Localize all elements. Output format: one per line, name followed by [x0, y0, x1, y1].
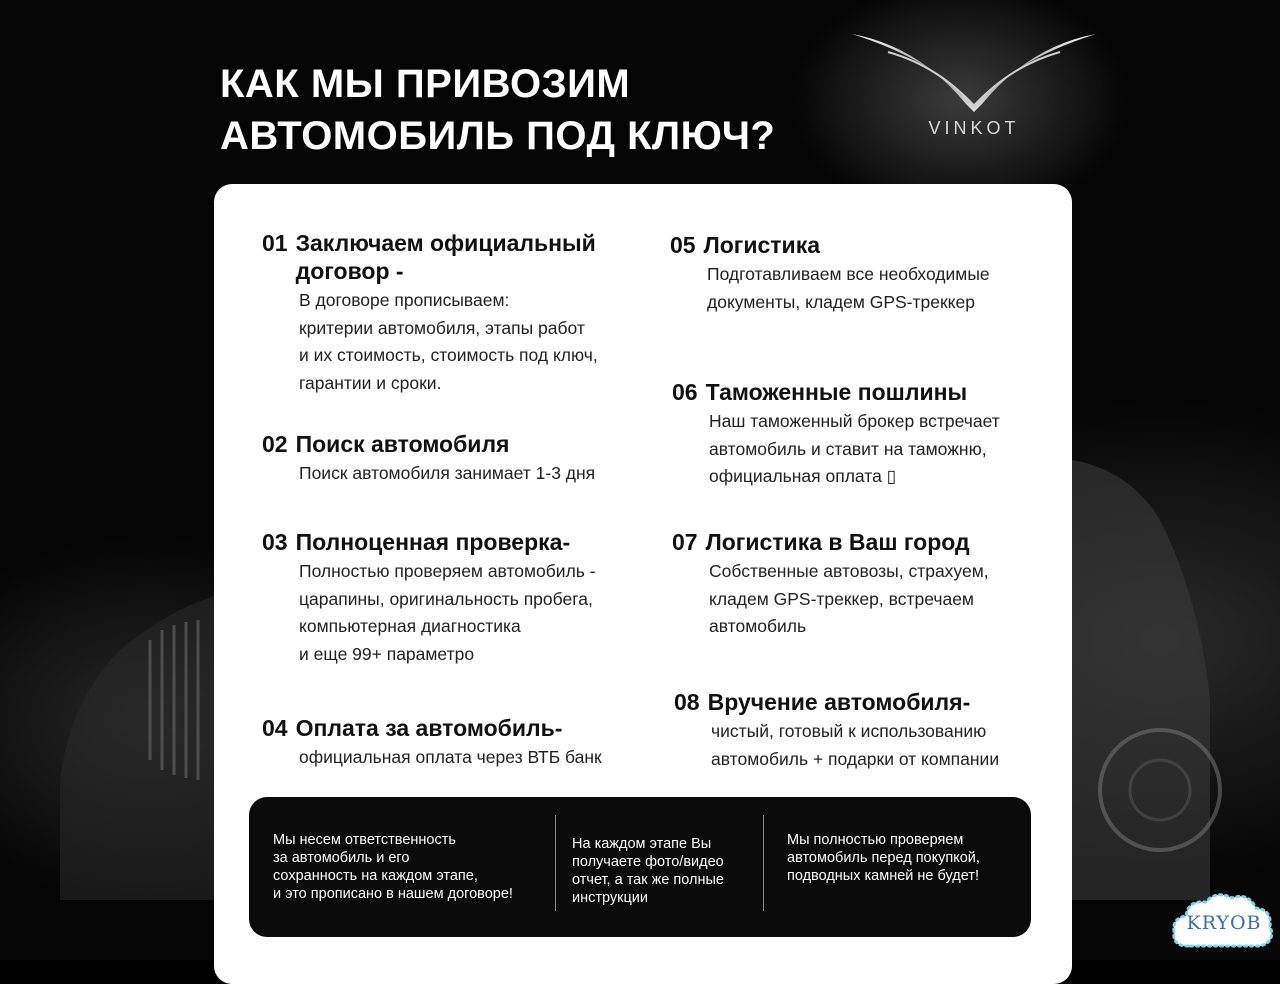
panel-divider	[555, 815, 556, 911]
step-description-line: царапины, оригинальность пробега,	[299, 588, 593, 609]
brand-name: VINKOT	[928, 118, 1020, 138]
step-description	[709, 558, 1072, 641]
step-title	[672, 528, 1072, 556]
watermark-text: KRYOB	[1186, 912, 1262, 934]
step-description-line: гарантии и сроки.	[299, 372, 442, 393]
step-description-line: Поиск автомобиля занимает 1-3 дня	[299, 463, 596, 483]
step-description-line: критерии автомобиля, этапы работ	[299, 317, 585, 338]
step-description-line: Наш таможенный брокер встречает	[709, 411, 1000, 431]
step-title	[674, 688, 1074, 716]
step-description-line: Собственные автовозы, страхуем,	[709, 561, 989, 581]
step-description	[299, 558, 662, 668]
step-01	[262, 229, 662, 397]
step-title	[262, 528, 662, 556]
step-description-line: и их стоимость, стоимость под ключ,	[299, 345, 598, 365]
step-description-line: документы, кладем GPS-треккер	[707, 291, 975, 312]
guarantees-panel	[249, 797, 1031, 937]
step-description-line: автомобиль + подарки от компании	[711, 748, 1000, 769]
step-title	[670, 231, 1070, 259]
step-description-line: Подготавливаем все необходимые	[707, 264, 990, 284]
step-description-line: официальная оплата ▯	[709, 466, 897, 486]
step-description-line: автомобиль и ставит на таможню,	[709, 438, 987, 459]
step-description	[299, 287, 662, 397]
page-headline	[220, 58, 775, 162]
step-number: 08	[674, 689, 700, 715]
step-number: 04	[262, 715, 288, 741]
step-description	[299, 744, 662, 772]
step-description-line: чистый, готовый к использованию	[711, 721, 987, 741]
step-06	[672, 378, 1072, 491]
step-heading: Полноценная проверка-	[295, 529, 571, 555]
headline-line-2: АВТОМОБИЛЬ ПОД КЛЮЧ?	[220, 114, 776, 158]
step-title	[262, 714, 662, 742]
step-description-line: и еще 99+ параметро	[299, 643, 475, 664]
step-description	[711, 718, 1074, 773]
step-08	[674, 688, 1074, 773]
headline-line-1: КАК МЫ ПРИВОЗИМ	[220, 62, 631, 106]
step-heading: Вручение автомобиля-	[707, 689, 971, 715]
steps-card	[214, 184, 1072, 984]
step-07	[672, 528, 1072, 641]
step-title	[262, 229, 662, 285]
step-number: 07	[672, 529, 698, 555]
brand-emblem-icon	[848, 26, 1100, 116]
step-description-line: кладем GPS-треккер, встречаем	[709, 588, 974, 609]
guarantee-line: подводных камней не будет!	[787, 868, 979, 884]
guarantee-line: Мы полностью проверяем	[787, 832, 964, 848]
step-03	[262, 528, 662, 668]
step-number: 06	[672, 379, 698, 405]
step-number: 01	[262, 230, 288, 256]
guarantee-responsibility	[273, 831, 513, 903]
step-heading: Оплата за автомобиль-	[295, 715, 563, 741]
step-02	[262, 430, 662, 488]
step-05	[670, 231, 1070, 316]
guarantee-line: отчет, а так же полные	[572, 872, 724, 888]
step-description	[707, 261, 1070, 316]
step-description	[299, 460, 662, 488]
guarantee-line: автомобиль перед покупкой,	[787, 850, 980, 866]
step-number: 02	[262, 431, 288, 457]
guarantee-line: получаете фото/видео	[572, 854, 724, 870]
step-number: 03	[262, 529, 288, 555]
step-description-line: официальная оплата через ВТБ банк	[299, 747, 602, 767]
guarantee-line: На каждом этапе Вы	[572, 836, 712, 852]
step-heading: Заключаем официальный договор -	[295, 230, 596, 284]
guarantee-line: инструкции	[572, 890, 648, 906]
guarantee-line: сохранность на каждом этапе,	[273, 868, 478, 884]
step-description-line: автомобиль	[709, 616, 807, 636]
step-description-line: компьютерная диагностика	[299, 616, 521, 636]
watermark-badge	[1168, 888, 1278, 958]
guarantee-line: и это прописано в нашем договоре!	[273, 886, 513, 902]
step-04	[262, 714, 662, 772]
step-description	[709, 408, 1072, 491]
step-description-line: Полностью проверяем автомобиль -	[299, 561, 596, 581]
step-title	[262, 430, 662, 458]
guarantee-line: Мы несем ответственность	[273, 832, 456, 848]
step-heading: Логистика	[703, 232, 820, 258]
step-heading: Таможенные пошлины	[705, 379, 968, 405]
panel-divider	[763, 815, 764, 911]
brand-logo	[848, 26, 1100, 146]
step-title	[672, 378, 1072, 406]
step-number: 05	[670, 232, 696, 258]
guarantee-reports	[572, 835, 724, 907]
step-heading: Поиск автомобиля	[295, 431, 510, 457]
step-description-line: В договоре прописываем:	[299, 290, 510, 310]
guarantee-inspection	[787, 831, 980, 885]
guarantee-line: за автомобиль и его	[273, 850, 410, 866]
step-heading: Логистика в Ваш город	[705, 529, 970, 555]
